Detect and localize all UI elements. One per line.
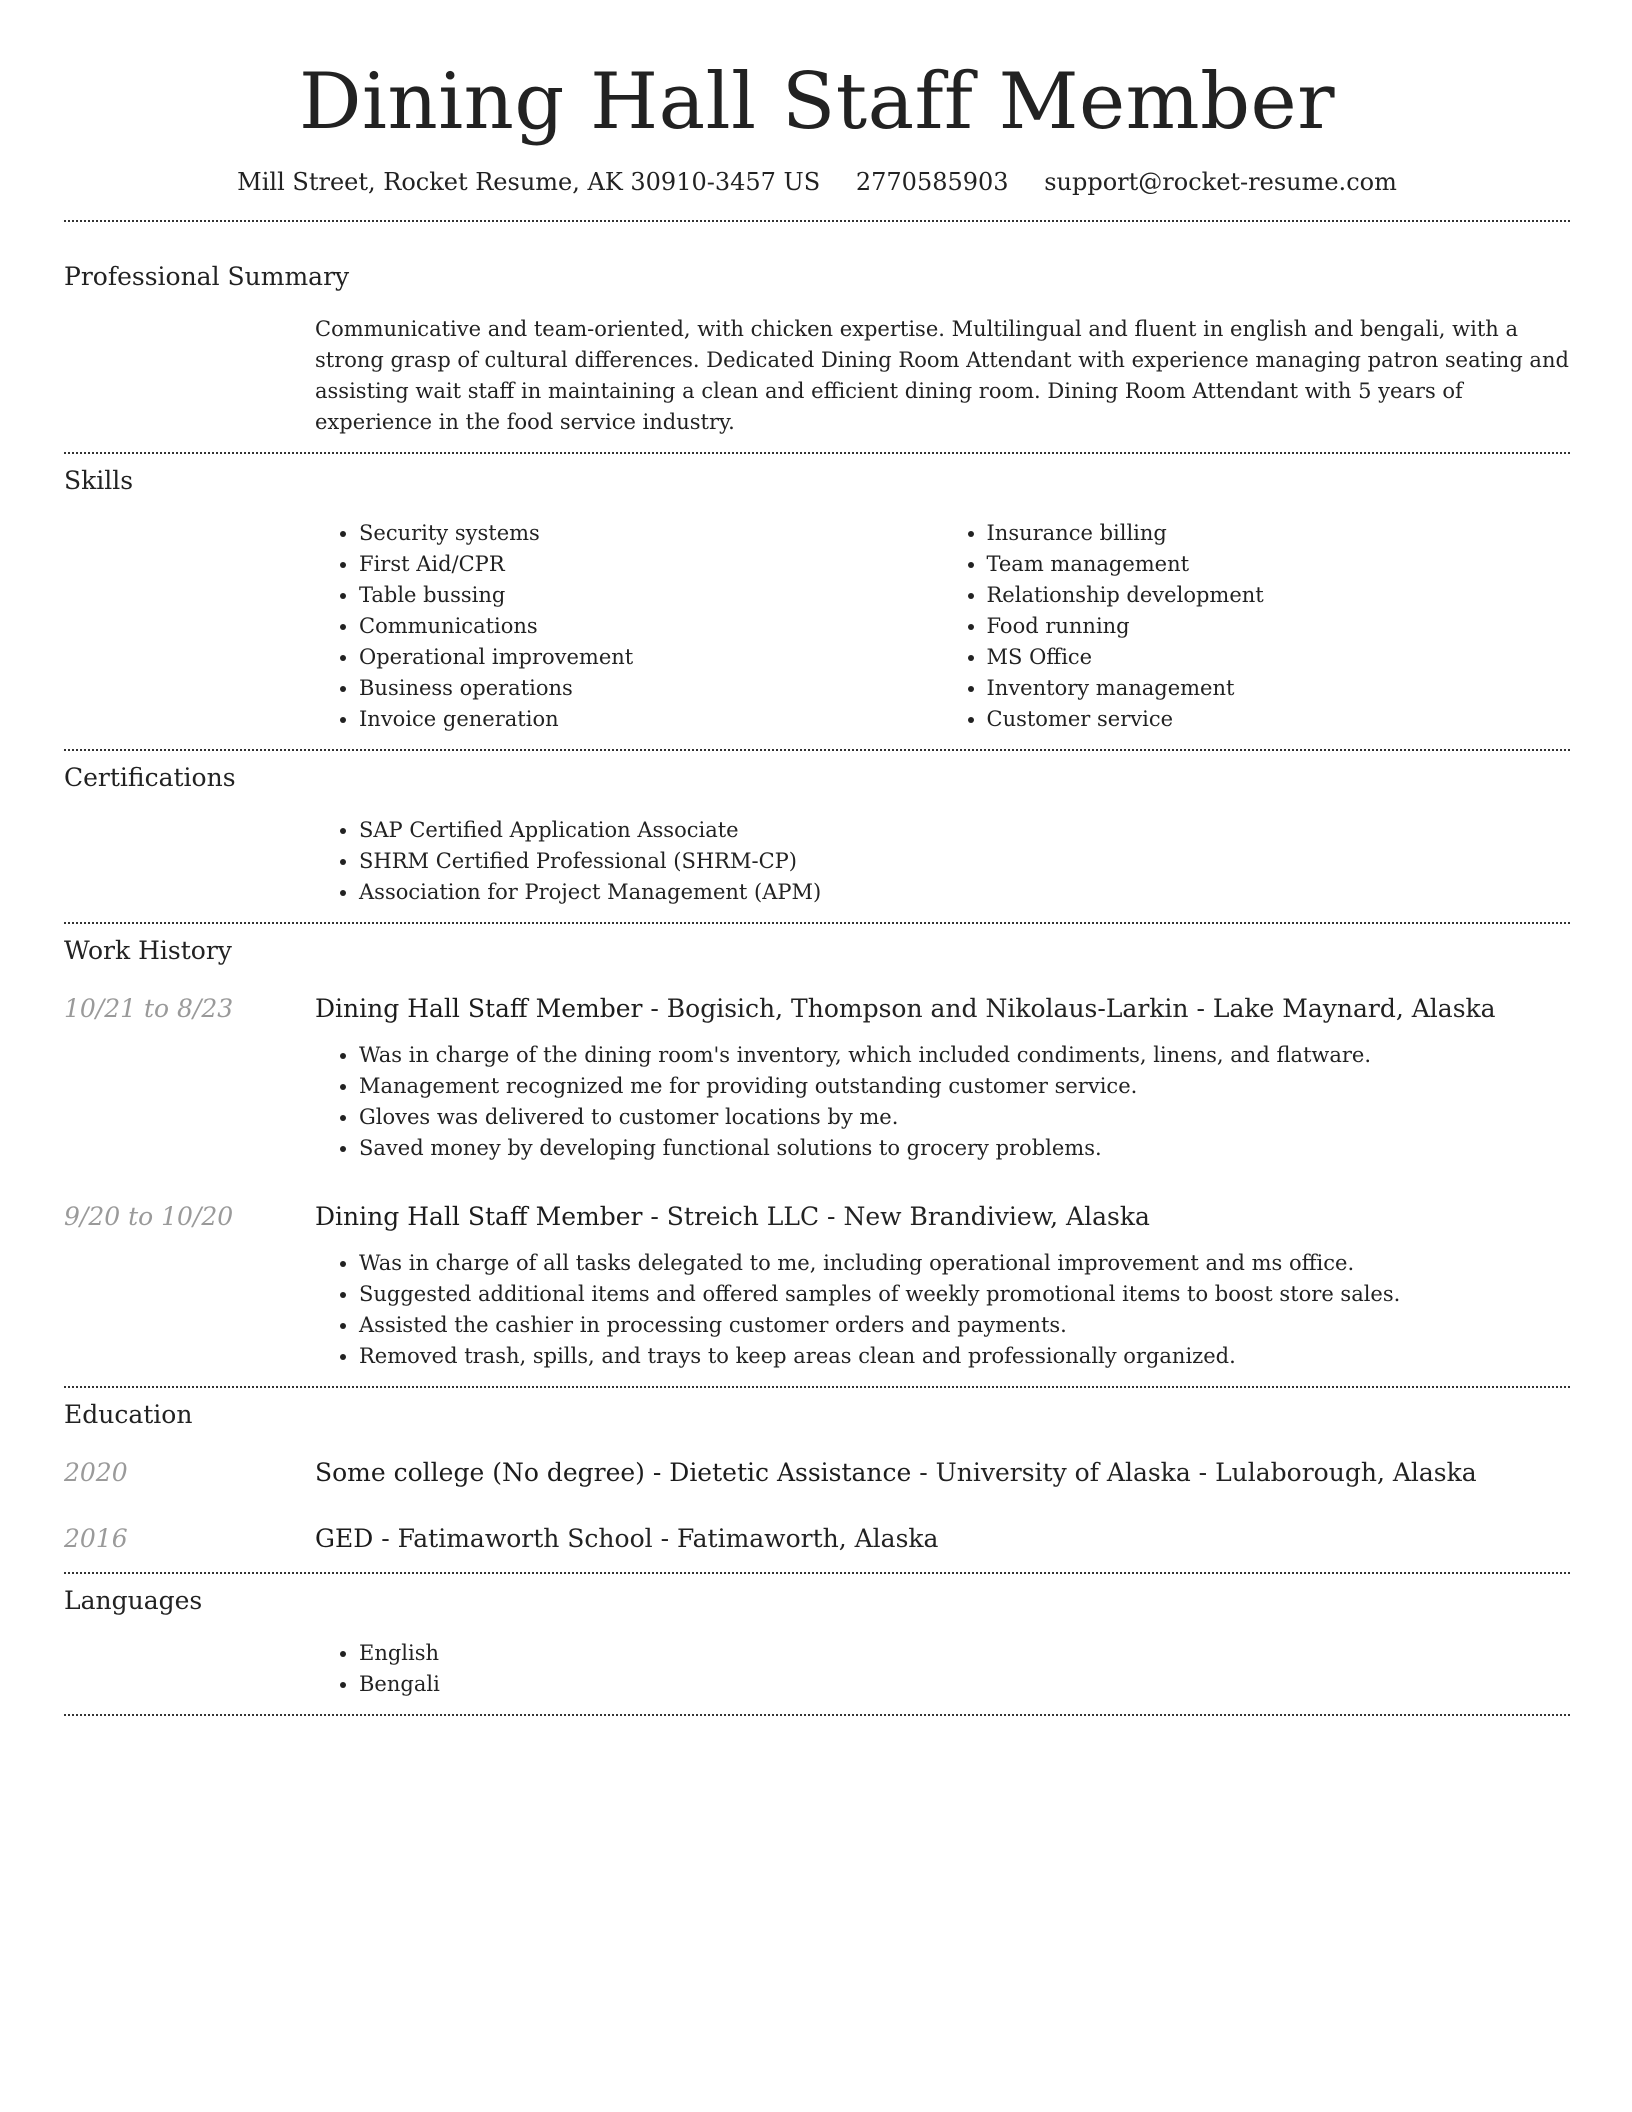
job-dates: 10/21 to 8/23 bbox=[64, 994, 234, 1023]
skill-item: • Operational improvement bbox=[359, 642, 943, 673]
job-duties bbox=[315, 1248, 1570, 1372]
contact-phone: 2770585903 bbox=[855, 168, 1009, 196]
education-school-location: - Fatimaworth School - Fatimaworth, Alaska bbox=[373, 1524, 939, 1553]
skill-item: • Invoice generation bbox=[359, 704, 943, 735]
summary-heading: Professional Summary bbox=[64, 262, 350, 291]
skill-item: • Table bussing bbox=[359, 580, 943, 611]
job-bullet-list bbox=[315, 1248, 1570, 1372]
skills-heading: Skills bbox=[64, 466, 134, 495]
skill-item: • Security systems bbox=[359, 518, 943, 549]
job-company-location: - Bogisich, Thompson and Nikolaus-Larkin - Lake Maynard, Alaska bbox=[642, 994, 1496, 1023]
job-bullet: • Saved money by developing functional solutions to grocery problems. bbox=[359, 1133, 1570, 1164]
skill-item: • First Aid/CPR bbox=[359, 549, 943, 580]
job-bullet-list bbox=[315, 1040, 1570, 1164]
work-history-section bbox=[64, 924, 1570, 1372]
summary-content bbox=[315, 314, 1570, 438]
skill-item: • Relationship development bbox=[987, 580, 1571, 611]
education-heading: Education bbox=[64, 1400, 193, 1429]
job-bullet: • Suggested additional items and offered samples of weekly promotional items to boost store sales. bbox=[359, 1279, 1570, 1310]
skill-item: • Customer service bbox=[987, 704, 1571, 735]
language-item: • English bbox=[359, 1638, 1570, 1669]
education-title-line bbox=[315, 1456, 1570, 1490]
certification-item: • SHRM Certified Professional (SHRM-CP) bbox=[359, 846, 1570, 877]
certification-item: • Association for Project Management (APM) bbox=[359, 877, 1570, 908]
skill-item: • Food running bbox=[987, 611, 1571, 642]
job-bullet: • Assisted the cashier in processing customer orders and payments. bbox=[359, 1310, 1570, 1341]
skill-item: • Business operations bbox=[359, 673, 943, 704]
candidate-name: Dining Hall Staff Member bbox=[298, 57, 1336, 147]
education-entry bbox=[64, 1456, 1570, 1490]
resume-page bbox=[64, 0, 1570, 1716]
skills-section bbox=[64, 454, 1570, 735]
certifications-section bbox=[64, 751, 1570, 908]
languages-section bbox=[64, 1574, 1570, 1700]
skill-item: • Inventory management bbox=[987, 673, 1571, 704]
summary-section bbox=[64, 222, 1570, 438]
skills-column-right bbox=[943, 518, 1571, 735]
certification-item: • SAP Certified Application Associate bbox=[359, 815, 1570, 846]
language-item: • Bengali bbox=[359, 1669, 1570, 1700]
skill-item: • Team management bbox=[987, 549, 1571, 580]
job-bullet: • Was in charge of all tasks delegated to me, including operational improvement and ms office. bbox=[359, 1248, 1570, 1279]
job-bullet: • Removed trash, spills, and trays to keep areas clean and professionally organized. bbox=[359, 1341, 1570, 1372]
education-degree: GED bbox=[315, 1524, 374, 1553]
job-company-location: - Streich LLC - New Brandiview, Alaska bbox=[642, 1202, 1150, 1231]
certifications-list bbox=[315, 815, 1570, 908]
languages-content bbox=[315, 1638, 1570, 1700]
skill-item: • MS Office bbox=[987, 642, 1571, 673]
section-divider bbox=[64, 1714, 1570, 1716]
summary-text: Communicative and team-oriented, with chicken expertise. Multilingual and fluent in english and bengali, with a strong grasp of cultural differences. Dedicated Dining Room Attendant with experience managing patron seating and assisting wait staff in maintaining a clean and efficient dining room. Dining Room Attendant with 5 years of experience in the food service industry. bbox=[315, 317, 1569, 434]
job-bullet: • Gloves was delivered to customer locations by me. bbox=[359, 1102, 1570, 1133]
education-entry bbox=[64, 1522, 1570, 1556]
certifications-heading: Certifications bbox=[64, 763, 236, 792]
skills-list bbox=[315, 518, 1570, 735]
skills-column-left bbox=[315, 518, 943, 735]
certifications-content bbox=[315, 815, 1570, 908]
job-bullet: • Management recognized me for providing outstanding customer service. bbox=[359, 1071, 1570, 1102]
job-role: Dining Hall Staff Member bbox=[315, 1202, 643, 1231]
job-bullet: • Was in charge of the dining room's inventory, which included condiments, linens, and flatware. bbox=[359, 1040, 1570, 1071]
education-school-location: - University of Alaska - Lulaborough, Alaska bbox=[911, 1458, 1477, 1487]
job-dates: 9/20 to 10/20 bbox=[64, 1202, 234, 1231]
education-degree: Some college (No degree) - Dietetic Assistance bbox=[315, 1458, 912, 1487]
education-year: 2020 bbox=[64, 1458, 128, 1487]
contact-line bbox=[64, 166, 1570, 198]
job-duties bbox=[315, 1040, 1570, 1164]
education-year: 2016 bbox=[64, 1524, 128, 1553]
education-title-line bbox=[315, 1522, 1570, 1556]
resume-header bbox=[64, 0, 1570, 198]
job-title-line bbox=[315, 992, 1570, 1026]
job-title-line bbox=[315, 1200, 1570, 1234]
contact-email: support@rocket-resume.com bbox=[1044, 168, 1397, 196]
skill-item: • Communications bbox=[359, 611, 943, 642]
education-section bbox=[64, 1388, 1570, 1556]
work-history-heading: Work History bbox=[64, 936, 232, 965]
languages-list bbox=[315, 1638, 1570, 1700]
job-role: Dining Hall Staff Member bbox=[315, 994, 643, 1023]
job-entry bbox=[64, 1200, 1570, 1372]
job-entry bbox=[64, 992, 1570, 1164]
skill-item: • Insurance billing bbox=[987, 518, 1571, 549]
languages-heading: Languages bbox=[64, 1586, 203, 1615]
contact-address: Mill Street, Rocket Resume, AK 30910-3457 US bbox=[237, 168, 821, 196]
